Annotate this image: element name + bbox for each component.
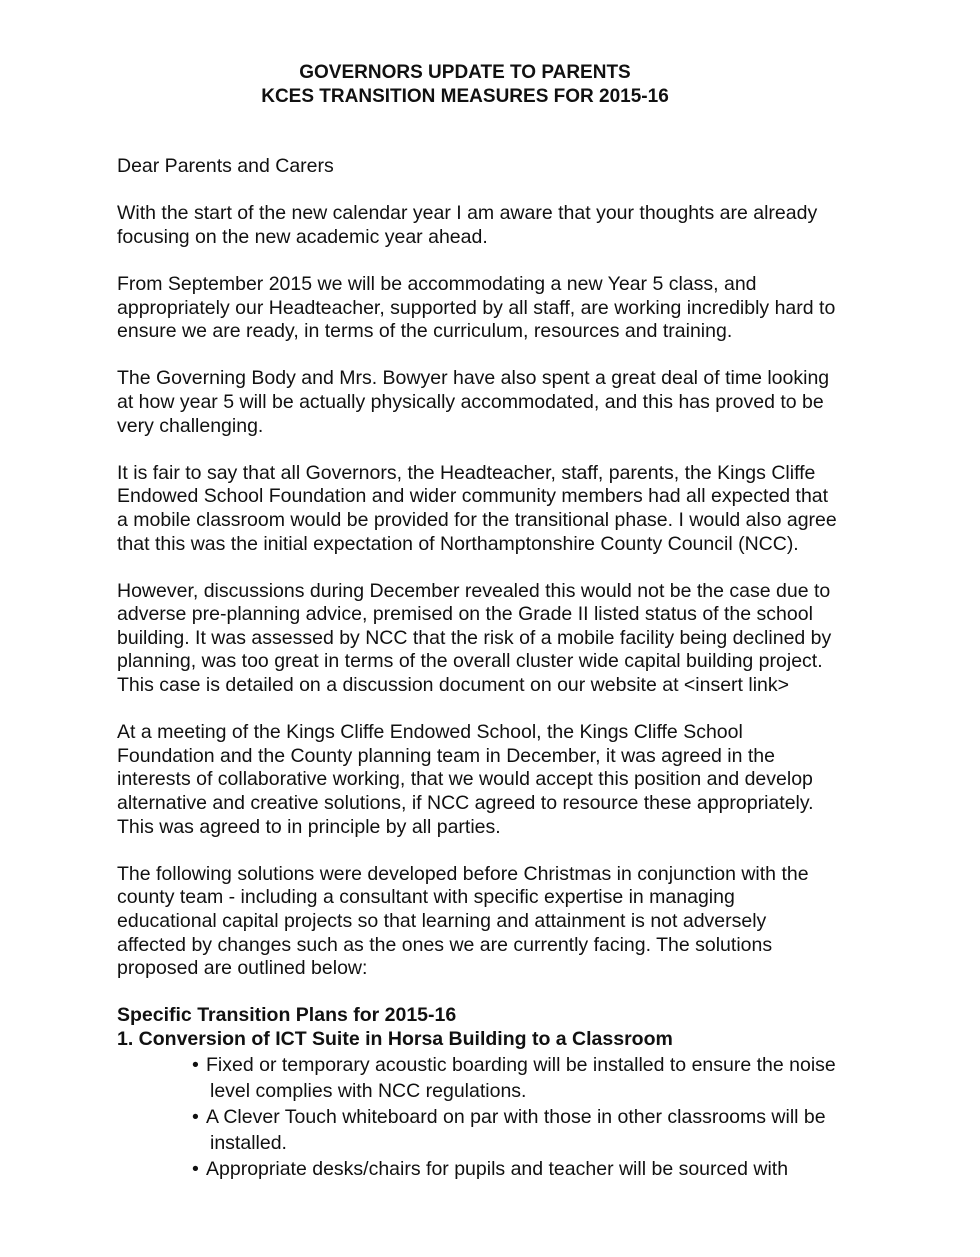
list-item (117, 1104, 837, 1156)
list-item (117, 1052, 837, 1104)
bullet-icon: • (192, 1105, 199, 1128)
paragraph: However, discussions during December revealed this would not be the case due to adverse pre-planning advice, premised on the Grade II listed status of the school building. It was assessed by NCC that the risk of a mobile facility being declined by planning, was too great in terms of the overall cluster wide capital building project. This case is detailed on a discussion document on our website at <insert link> (117, 579, 832, 697)
paragraph: The Governing Body and Mrs. Bowyer have also spent a great deal of time looking at how year 5 will be actually physically accommodated, and this has proved to be very challenging. (117, 367, 830, 437)
bullet-icon: • (192, 1053, 199, 1076)
bullet-icon: • (192, 1157, 199, 1180)
section-title: Specific Transition Plans for 2015-16 (117, 1004, 457, 1027)
bullet-list (117, 1052, 837, 1182)
paragraph: It is fair to say that all Governors, the Headteacher, staff, parents, the Kings Cliffe Endowed School Foundation and wider community members had all expected that a mobile classroom would be provided for the transitional phase. I would also agree that this was the initial expectation of Northamptonshire County Council (NCC). (117, 461, 837, 555)
document-title-line-2: KCES TRANSITION MEASURES FOR 2015-16 (261, 86, 669, 107)
list-item (117, 1156, 837, 1182)
paragraph: The following solutions were developed before Christmas in conjunction with the county team - including a consultant with specific expertise in managing educational capital projects so that learning and attainment is not adversely affected by changes such as the ones we are currently facing. The solutions proposed are outlined below: (117, 862, 809, 980)
salutation: Dear Parents and Carers (117, 155, 334, 177)
document-title-line-1: GOVERNORS UPDATE TO PARENTS (299, 62, 631, 83)
list-item-text: Fixed or temporary acoustic boarding will be installed to ensure the noise level complies with NCC regulations. (206, 1053, 836, 1102)
list-item-text: A Clever Touch whiteboard on par with those in other classrooms will be installed. (206, 1105, 826, 1154)
list-item-text: Appropriate desks/chairs for pupils and teacher will be sourced with (206, 1157, 789, 1180)
paragraph: With the start of the new calendar year I am aware that your thoughts are already focusing on the new academic year ahead. (117, 202, 818, 248)
subsection-title: 1. Conversion of ICT Suite in Horsa Building to a Classroom (117, 1027, 673, 1050)
paragraph: At a meeting of the Kings Cliffe Endowed School, the Kings Cliffe School Foundation and the County planning team in December, it was agreed in the interests of collaborative working, that we would accept this position and develop alternative and creative solutions, if NCC agreed to resource these appropriately. This was agreed to in principle by all parties. (117, 721, 814, 838)
letter-body (117, 155, 837, 1182)
paragraph: From September 2015 we will be accommodating a new Year 5 class, and appropriately our Headteacher, supported by all staff, are working incredibly hard to ensure we are ready, in terms of the curriculum, resources and training. (117, 272, 836, 343)
